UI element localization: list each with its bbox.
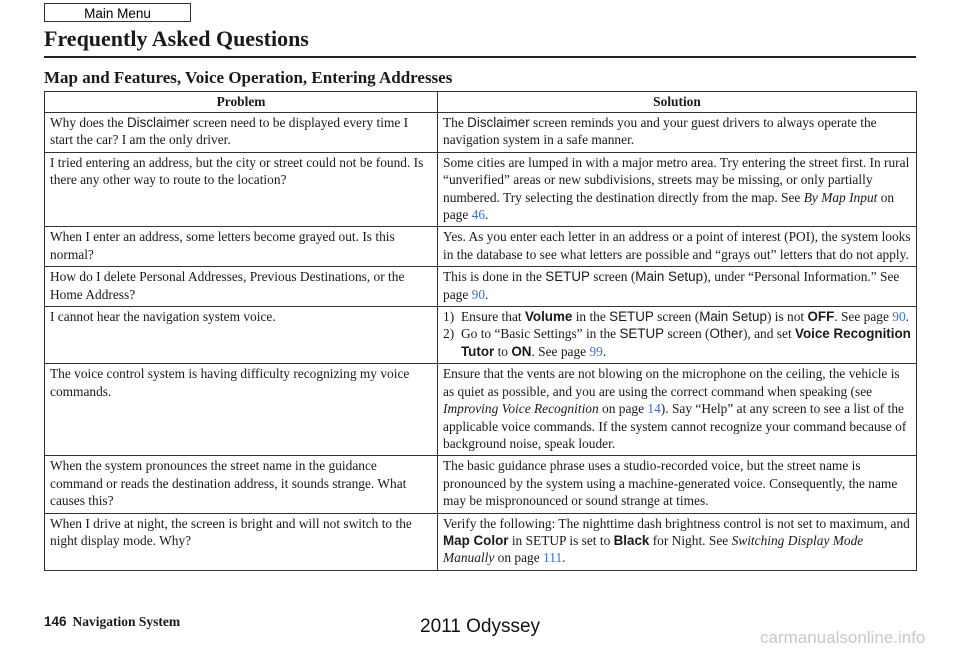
text-segment: ON bbox=[511, 343, 532, 359]
faq-table bbox=[44, 91, 917, 571]
text-segment: The bbox=[443, 115, 468, 130]
text-segment: Volume bbox=[524, 309, 573, 325]
text-segment: . bbox=[602, 343, 607, 359]
text-segment: Why does the bbox=[50, 115, 127, 130]
text-segment: in the bbox=[572, 309, 610, 325]
title-divider bbox=[44, 56, 916, 58]
text-segment: When I enter an address, some letters become grayed out. Is this normal? bbox=[50, 229, 395, 262]
model-label: 2011 Odyssey bbox=[420, 616, 541, 637]
page-link[interactable]: 111 bbox=[543, 550, 563, 566]
problem-cell bbox=[45, 456, 438, 513]
text-segment: ). Say “Help” at any screen to see a list of the applicable voice commands. If the system cannot recognize your command because of background noise, speak louder. bbox=[443, 401, 907, 451]
text-segment: I cannot hear the navigation system voice. bbox=[50, 309, 276, 325]
text-segment: . bbox=[562, 550, 566, 566]
text-segment: screen ( bbox=[653, 309, 700, 325]
text-segment: Voice Recognition Tutor bbox=[461, 326, 911, 359]
page-number: 146 bbox=[44, 614, 67, 629]
step-number: 2) bbox=[443, 326, 455, 342]
text-segment: . bbox=[485, 207, 489, 223]
table-row bbox=[45, 152, 917, 227]
text-segment: ) is not bbox=[766, 309, 808, 325]
table-row bbox=[45, 307, 917, 364]
problem-cell bbox=[45, 513, 438, 570]
table-row bbox=[45, 364, 917, 456]
text-segment: Ensure that bbox=[461, 309, 525, 325]
solution-cell bbox=[438, 307, 917, 364]
step-text bbox=[461, 308, 909, 325]
page-link[interactable]: 46 bbox=[471, 207, 486, 223]
text-segment: . See page bbox=[834, 309, 893, 325]
text-segment: How do I delete Personal Addresses, Previous Destinations, or the Home Address? bbox=[50, 269, 405, 302]
solution-cell bbox=[438, 267, 917, 307]
page-link[interactable]: 90 bbox=[892, 309, 906, 325]
text-segment: SETUP bbox=[609, 309, 654, 325]
table-row bbox=[45, 267, 917, 307]
text-segment: When the system pronounces the street name in the guidance command or reads the destination address, it sounds strange. What causes this? bbox=[50, 458, 407, 509]
text-segment: By Map Input bbox=[803, 189, 878, 205]
watermark: carmanualsonline.info bbox=[760, 628, 926, 647]
text-segment: The voice control system is having difficulty recognizing my voice commands. bbox=[50, 366, 410, 399]
page-title: Frequently Asked Questions bbox=[44, 26, 309, 51]
problem-cell bbox=[45, 152, 438, 227]
solution-cell bbox=[438, 227, 917, 267]
page-link[interactable]: 14 bbox=[647, 401, 661, 417]
main-menu-button[interactable]: Main Menu bbox=[44, 3, 191, 22]
solution-step bbox=[443, 325, 911, 360]
text-segment: on page bbox=[598, 401, 648, 417]
text-segment: SETUP bbox=[619, 326, 665, 342]
text-segment: screen need to be displayed every time I start the car? I am the only driver. bbox=[50, 115, 409, 148]
text-segment: . bbox=[485, 286, 489, 302]
text-segment: Disclaimer bbox=[467, 115, 530, 130]
text-segment: OFF bbox=[807, 309, 835, 325]
text-segment: Verify the following: The nighttime dash brightness control is not set to maximum, and bbox=[443, 515, 910, 531]
text-segment: Map Color bbox=[443, 532, 509, 548]
solution-paragraph bbox=[443, 154, 911, 224]
text-segment: Yes. As you enter each letter in an address or a point of interest (POI), the system looks in the database to see what letters are possible and “grays out” letters that do not apply. bbox=[443, 229, 911, 262]
problem-header: Problem bbox=[45, 92, 438, 113]
solution-cell bbox=[438, 152, 917, 227]
text-segment: Go to “Basic Settings” in the bbox=[461, 326, 620, 342]
solution-paragraph bbox=[443, 457, 911, 509]
text-segment: . See page bbox=[531, 343, 590, 359]
text-segment: ), under “Personal Information.” See page bbox=[443, 269, 900, 302]
text-segment: Ensure that the vents are not blowing on the microphone on the ceiling, the vehicle is as quiet as possible, and you are using the correct command when speaking (see bbox=[443, 366, 900, 399]
problem-cell bbox=[45, 267, 438, 307]
table-row bbox=[45, 227, 917, 267]
footer-section: Navigation System bbox=[72, 614, 181, 629]
text-segment: to bbox=[494, 343, 512, 359]
section-title: Map and Features, Voice Operation, Entering Addresses bbox=[44, 68, 453, 87]
text-segment: ), and set bbox=[742, 326, 796, 342]
solution-step bbox=[443, 308, 911, 325]
text-segment: for Night. See bbox=[649, 532, 732, 548]
solution-cell bbox=[438, 364, 917, 456]
table-header-row bbox=[45, 92, 917, 113]
table-row bbox=[45, 113, 917, 153]
text-segment: Main Setup bbox=[635, 269, 704, 285]
text-segment: I tried entering an address, but the city or street could not be found. Is there any other way to route to the location? bbox=[50, 154, 424, 188]
text-segment: on page bbox=[494, 550, 544, 566]
table-row bbox=[45, 513, 917, 570]
table-row bbox=[45, 456, 917, 513]
text-segment: . bbox=[905, 309, 910, 325]
page-link[interactable]: 99 bbox=[589, 343, 603, 359]
text-segment: Disclaimer bbox=[126, 115, 190, 130]
problem-cell bbox=[45, 227, 438, 267]
text-segment: SETUP bbox=[545, 269, 590, 285]
solution-paragraph bbox=[443, 365, 911, 452]
text-segment: screen reminds you and your guest drivers to always operate the navigation system in a safe manner. bbox=[443, 115, 877, 148]
text-segment: in SETUP is set to bbox=[508, 532, 614, 548]
text-segment: Some cities are lumped in with a major metro area. Try entering the street first. In rural “unverified” areas or new subdivisions, streets may be missing, or only partially numbered. Try selecting the destination directly from the map. See bbox=[443, 154, 910, 205]
solution-cell bbox=[438, 456, 917, 513]
problem-cell bbox=[45, 307, 438, 364]
page-footer bbox=[44, 614, 180, 630]
text-segment: Improving Voice Recognition bbox=[443, 401, 599, 417]
text-segment: Other bbox=[709, 326, 743, 342]
solution-paragraph bbox=[443, 228, 911, 263]
solution-paragraph bbox=[443, 515, 911, 567]
page-link[interactable]: 90 bbox=[471, 286, 486, 302]
solution-paragraph bbox=[443, 268, 911, 303]
text-segment: Switching Display Mode Manually bbox=[443, 532, 864, 566]
problem-cell bbox=[45, 113, 438, 153]
text-segment: screen ( bbox=[664, 326, 710, 342]
text-segment: on page bbox=[443, 189, 895, 223]
text-segment: Black bbox=[613, 532, 650, 548]
text-segment: Main Setup bbox=[699, 309, 767, 325]
text-segment: When I drive at night, the screen is bright and will not switch to the night display mode. Why? bbox=[50, 515, 412, 548]
solution-paragraph bbox=[443, 114, 911, 149]
step-number: 1) bbox=[443, 309, 455, 325]
solution-header: Solution bbox=[438, 92, 917, 113]
problem-cell bbox=[45, 364, 438, 456]
step-text bbox=[461, 325, 911, 360]
solution-cell bbox=[438, 113, 917, 153]
text-segment: screen ( bbox=[589, 269, 636, 285]
text-segment: This is done in the bbox=[443, 269, 546, 285]
text-segment: The basic guidance phrase uses a studio-recorded voice, but the street name is pronounced by the system using a machine-generated voice. Consequently, the name may be mispronounced or sound strange at times. bbox=[443, 458, 898, 509]
solution-cell bbox=[438, 513, 917, 570]
